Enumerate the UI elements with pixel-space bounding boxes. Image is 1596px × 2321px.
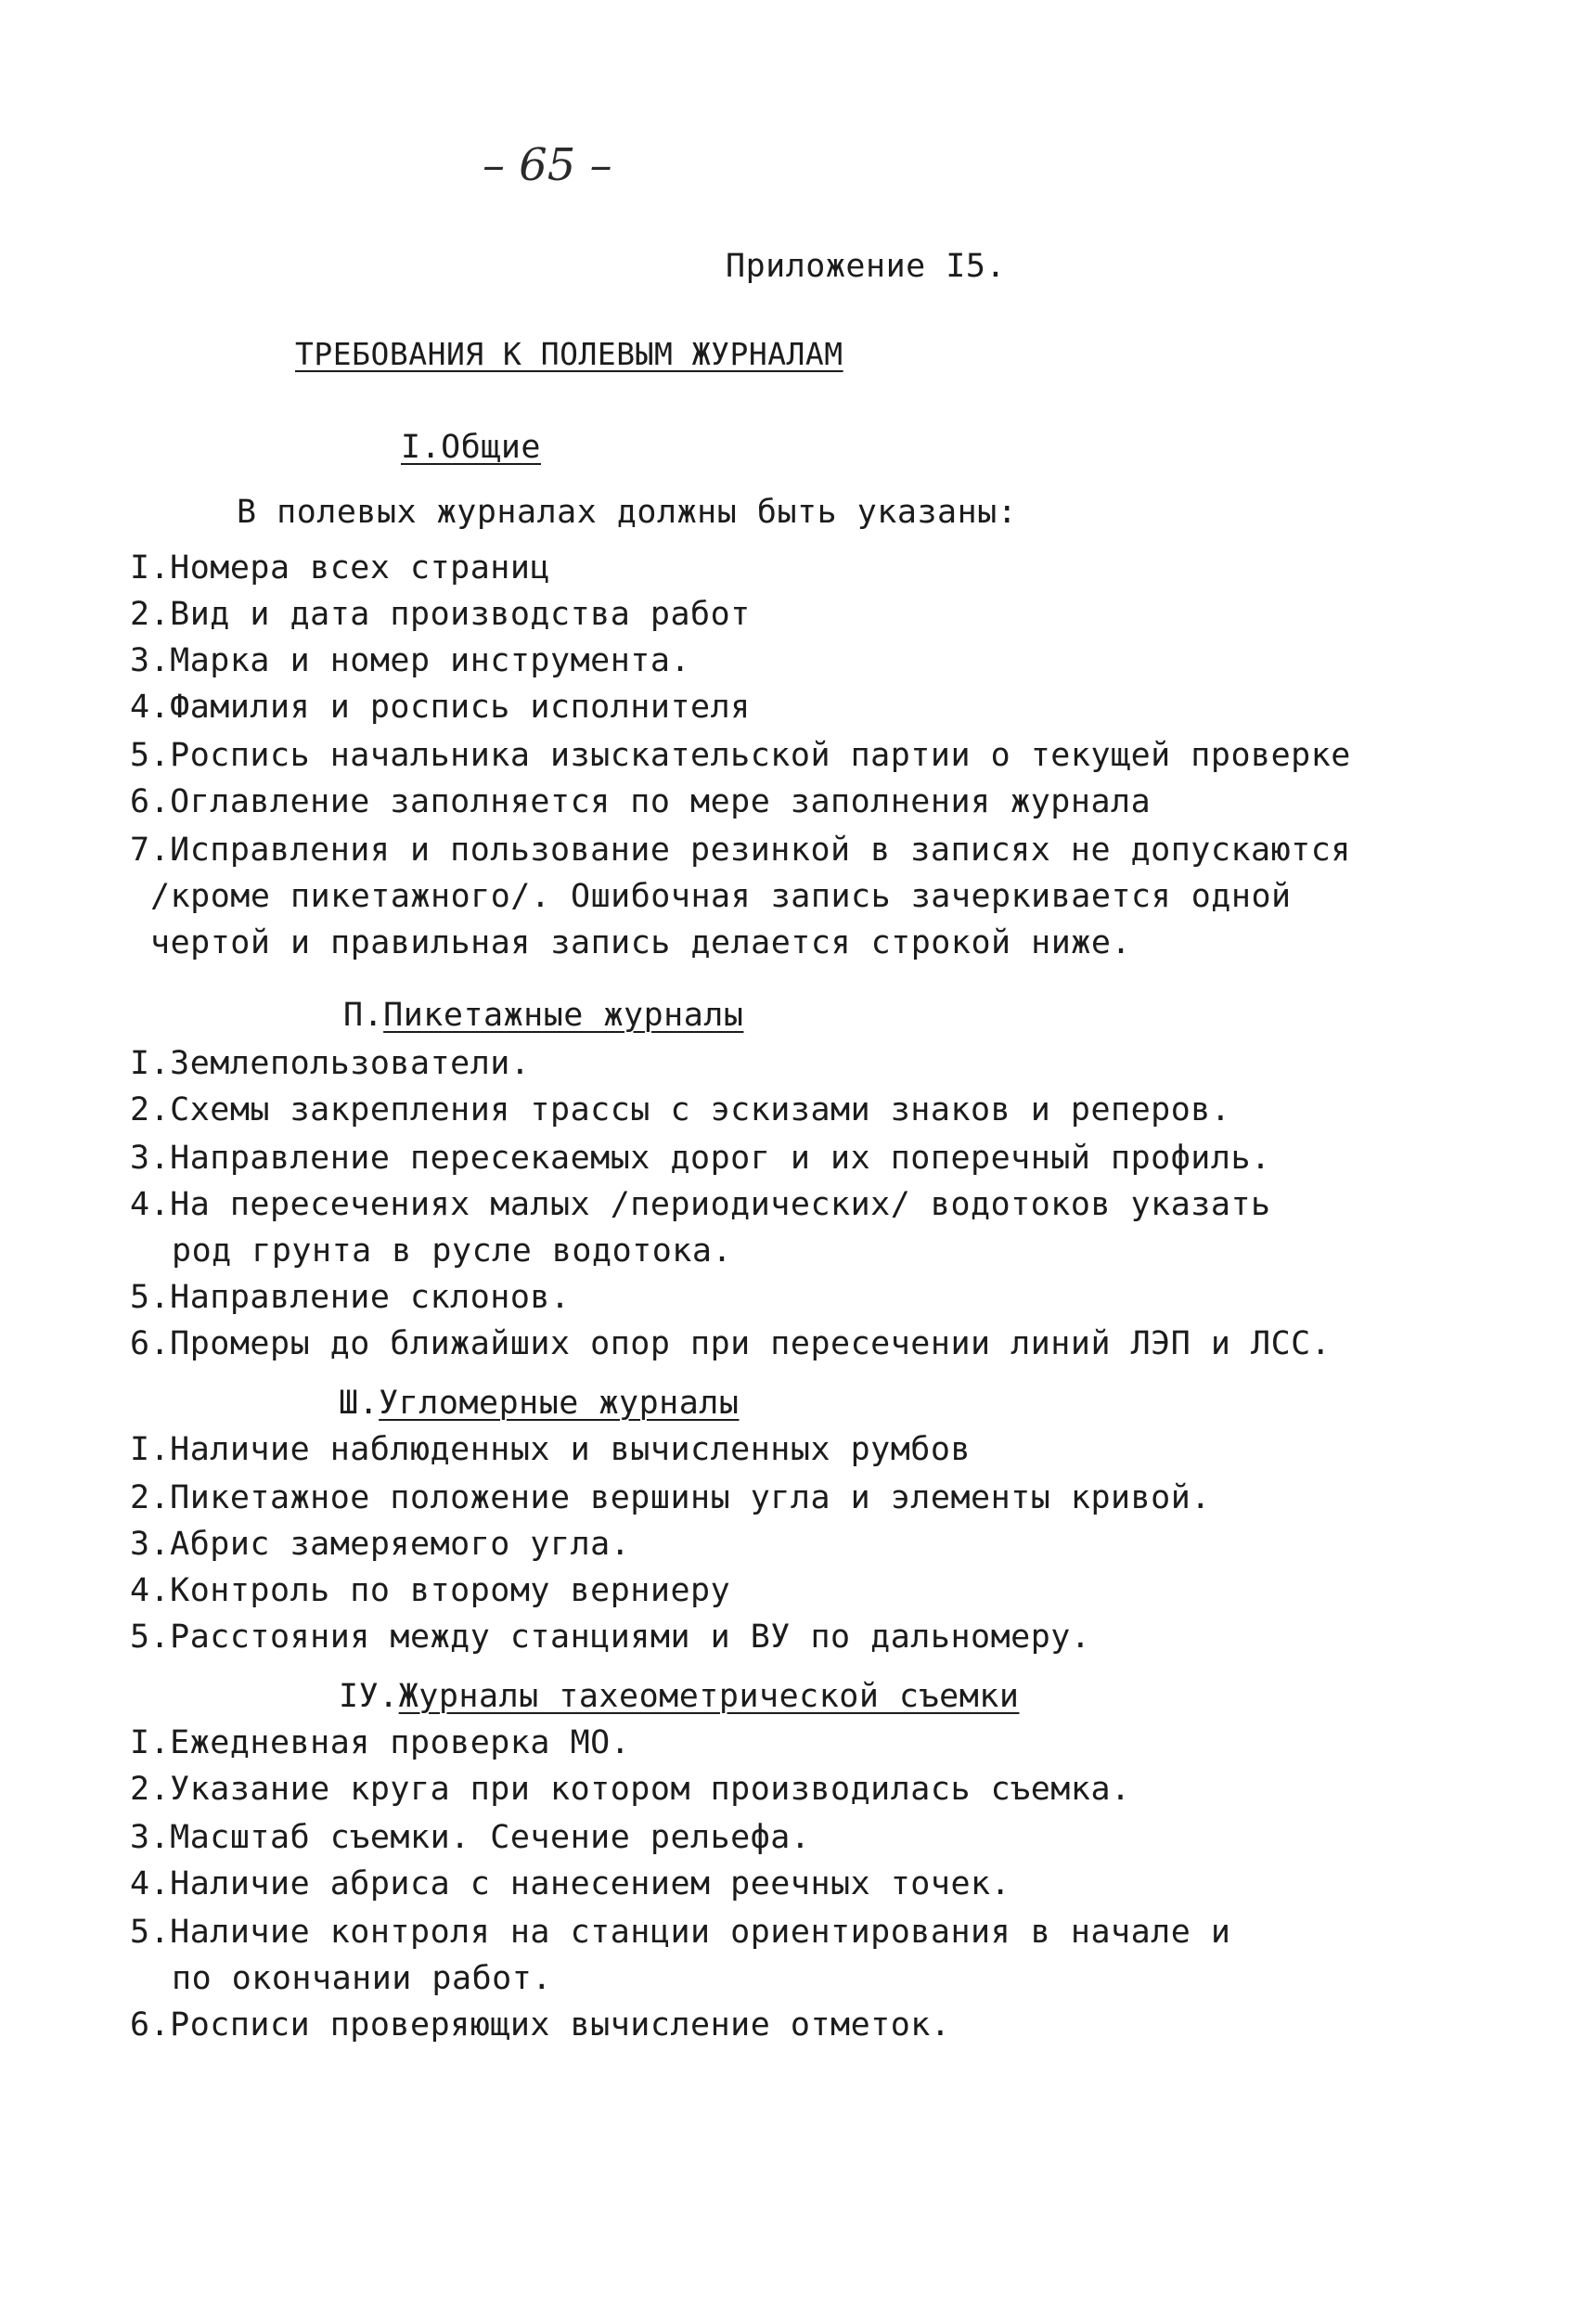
list-item: 7.Исправления и пользование резинкой в записях не допускаются (130, 832, 1351, 869)
section-4-numeral: IУ. (339, 1678, 399, 1715)
list-item: 2.Вид и дата производства работ (130, 596, 751, 633)
list-item: 3.Масштаб съемки. Сечение рельефа. (130, 1819, 811, 1856)
list-item: I.Землепользователи. (130, 1045, 531, 1082)
list-item: 4.Наличие абриса с нанесением реечных точек. (130, 1865, 1011, 1902)
section-2-numeral: П. (343, 997, 384, 1034)
list-item: I.Ежедневная проверка МО. (130, 1724, 631, 1761)
section-2-title: Пикетажные журналы (383, 997, 744, 1034)
list-item: 2.Схемы закрепления трассы с эскизами знаков и реперов. (130, 1091, 1231, 1128)
list-item: 2.Указание круга при котором производилась съемка. (130, 1771, 1131, 1808)
section-1-heading: I.Общие (401, 429, 542, 466)
list-item: род грунта в русле водотока. (172, 1232, 733, 1270)
list-item: 6.Промеры до ближайших опор при пересечении линий ЛЭП и ЛСС. (130, 1325, 1332, 1362)
list-item: 6.Оглавление заполняется по мере заполнения журнала (130, 783, 1152, 820)
list-item: 5.Наличие контроля на станции ориентирования в начале и (130, 1914, 1231, 1951)
list-item: 4.На пересечениях малых /периодических/ водотоков указать (130, 1186, 1271, 1223)
section-4-heading (339, 1676, 1019, 1717)
list-item: 6.Росписи проверяющих вычисление отметок. (130, 2006, 951, 2044)
list-item: 4.Контроль по второму верниеру (130, 1572, 731, 1609)
page-number: – 65 – (483, 139, 612, 191)
list-item: 5.Расстояния между станциями и ВУ по дальномеру. (130, 1618, 1091, 1656)
list-item: 4.Фамилия и роспись исполнителя (130, 689, 751, 726)
section-3-heading (339, 1383, 739, 1424)
list-item: 3.Абрис замеряемого угла. (130, 1526, 631, 1563)
section-1-intro: В полевых журналах должны быть указаны: (237, 494, 1018, 531)
list-item: I.Наличие наблюденных и вычисленных румбов (130, 1431, 972, 1468)
list-item: 3.Марка и номер инструмента. (130, 642, 691, 679)
list-item: по окончании работ. (172, 1960, 552, 1997)
list-item: 3.Направление пересекаемых дорог и их поперечный профиль. (130, 1140, 1271, 1177)
list-item: 2.Пикетажное положение вершины угла и элементы кривой. (130, 1479, 1211, 1516)
section-3-title: Угломерные журналы (379, 1385, 740, 1422)
list-item: /кроме пикетажного/. Ошибочная запись зачеркивается одной (150, 878, 1292, 915)
list-item: I.Номера всех страниц (130, 549, 551, 587)
list-item: 5.Роспись начальника изыскательской партии о текущей проверке (130, 737, 1351, 774)
document-title: ТРЕБОВАНИЯ К ПОЛЕВЫМ ЖУРНАЛАМ (295, 336, 843, 372)
list-item: 5.Направление склонов. (130, 1279, 571, 1316)
section-3-numeral: Ш. (339, 1385, 380, 1422)
section-4-title: Журналы тахеометрической съемки (398, 1678, 1020, 1715)
appendix-label: Приложение I5. (726, 248, 1007, 285)
list-item: чертой и правильная запись делается строкой ниже. (150, 924, 1132, 961)
section-2-heading (343, 995, 743, 1036)
